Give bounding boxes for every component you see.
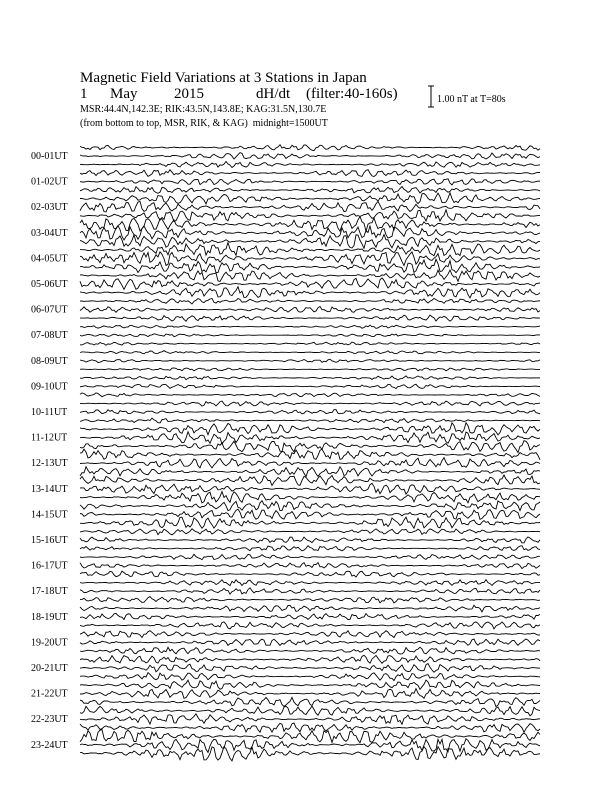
trace-msr: [80, 418, 540, 423]
trace-kag: [80, 193, 540, 204]
trace-rik: [80, 252, 540, 266]
trace-rik: [80, 563, 540, 569]
hour-label: 01-02UT: [31, 176, 68, 188]
trace-msr: [80, 571, 540, 577]
hour-label: 17-18UT: [31, 586, 68, 598]
trace-kag: [80, 270, 540, 281]
trace-rik: [80, 639, 540, 645]
trace-rik: [80, 179, 540, 185]
trace-rik: [80, 384, 540, 388]
hour-label: 03-04UT: [31, 227, 68, 239]
hour-label: 05-06UT: [31, 279, 68, 290]
hour-label: 13-14UT: [31, 483, 68, 495]
station-coordinates: MSR:44.4N,142.3E; RIK:43.5N,143.8E; KAG:31.5N,130.7E: [80, 104, 327, 115]
date-month: May: [110, 86, 138, 102]
trace-kag: [80, 529, 540, 535]
trace-msr: [80, 235, 540, 249]
trace-rik: [80, 334, 540, 337]
trace-kag: [80, 401, 540, 406]
hour-label: 22-23UT: [31, 714, 68, 726]
trace-msr: [80, 259, 540, 272]
trace-msr: [80, 647, 540, 654]
trace-kag: [80, 680, 540, 689]
hour-label: 23-24UT: [31, 739, 68, 751]
trace-rik: [80, 410, 540, 414]
trace-rik: [80, 432, 540, 444]
hour-label: 16-17UT: [31, 560, 68, 572]
trace-rik: [80, 458, 540, 468]
hour-label: 12-13UT: [31, 458, 68, 470]
filter-label: (filter:40-160s): [306, 86, 398, 102]
trace-rik: [80, 537, 540, 543]
trace-kag: [80, 298, 540, 304]
hour-label: 18-19UT: [31, 611, 68, 623]
trace-kag: [80, 580, 540, 586]
hour-label: 00-01UT: [31, 151, 68, 162]
trace-rik: [80, 714, 540, 724]
trace-rik: [80, 226, 540, 240]
trace-kag: [80, 501, 540, 511]
trace-kag: [80, 243, 540, 256]
hour-label: 11-12UT: [31, 432, 68, 444]
scale-bar-label: 1.00 nT at T=80s: [437, 94, 506, 105]
hour-label: 02-03UT: [31, 202, 68, 214]
chart-title: Magnetic Field Variations at 3 Stations in Japan: [80, 70, 367, 86]
trace-msr: [80, 673, 540, 681]
hour-label: 14-15UT: [31, 509, 68, 521]
trace-rik: [80, 307, 540, 313]
trace-msr: [80, 467, 540, 477]
trace-kag: [80, 475, 540, 486]
trace-msr: [80, 492, 540, 503]
trace-msr: [80, 546, 540, 551]
hour-label: 21-22UT: [31, 688, 68, 700]
trace-rik: [80, 739, 540, 753]
trace-kag: [80, 170, 540, 177]
trace-msr: [80, 342, 540, 345]
trace-kag: [80, 325, 540, 328]
trace-rik: [80, 509, 540, 519]
hour-label: 04-05UT: [31, 253, 68, 265]
trace-msr: [80, 162, 540, 168]
trace-msr: [80, 723, 540, 732]
trace-msr: [80, 441, 540, 453]
trace-kag: [80, 631, 540, 638]
trace-kag: [80, 376, 540, 380]
trace-msr: [80, 287, 540, 298]
trace-kag: [80, 351, 540, 354]
trace-rik: [80, 153, 540, 159]
hour-label: 19-20UT: [31, 637, 68, 649]
trace-kag: [80, 217, 540, 232]
trace-msr: [80, 697, 540, 706]
trace-rik: [80, 278, 540, 290]
trace-msr: [80, 393, 540, 397]
quantity-label: dH/dt: [256, 86, 291, 102]
trace-kag: [80, 706, 540, 716]
order-note: (from bottom to top, MSR, RIK, & KAG): [80, 118, 248, 129]
trace-msr: [80, 747, 540, 761]
midnight-note: midnight=1500UT: [252, 118, 328, 129]
trace-kag: [80, 605, 540, 612]
hour-label: 20-21UT: [31, 663, 68, 674]
hour-label: 10-11UT: [31, 407, 68, 418]
trace-msr: [80, 315, 540, 321]
trace-kag: [80, 449, 540, 460]
trace-rik: [80, 201, 540, 212]
trace-kag: [80, 554, 540, 559]
hour-label: 15-16UT: [31, 535, 68, 546]
trace-kag: [80, 423, 540, 435]
trace-msr: [80, 517, 540, 528]
trace-kag: [80, 145, 540, 151]
trace-rik: [80, 689, 540, 699]
trace-rik: [80, 664, 540, 673]
trace-rik: [80, 588, 540, 594]
trace-msr: [80, 597, 540, 603]
hour-label: 06-07UT: [31, 304, 68, 316]
trace-msr: [80, 187, 540, 194]
hour-label: 08-09UT: [31, 355, 68, 367]
trace-rik: [80, 613, 540, 619]
date-year: 2015: [174, 86, 204, 102]
trace-msr: [80, 368, 540, 371]
trace-rik: [80, 483, 540, 494]
date-day: 1: [80, 86, 88, 102]
trace-rik: [80, 359, 540, 362]
trace-msr: [80, 622, 540, 629]
hour-label: 07-08UT: [31, 330, 68, 342]
trace-rows: [31, 145, 540, 761]
hour-label: 09-10UT: [31, 381, 68, 393]
trace-kag: [80, 730, 540, 743]
trace-kag: [80, 655, 540, 663]
